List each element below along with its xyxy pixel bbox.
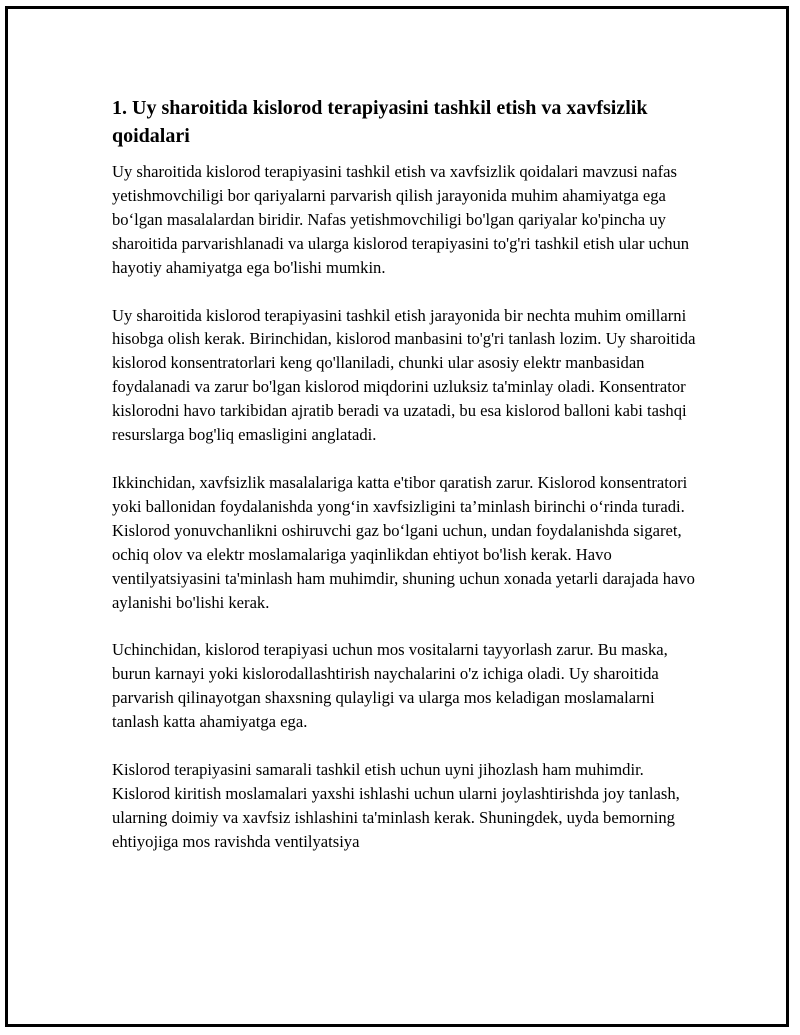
paragraph-5: Kislorod terapiyasini samarali tashkil etish uchun uyni jihozlash ham muhimdir. Kislorod kiritish moslamalari yaxshi ishlashi uchun ularni joylashtirishda joy tanlash, ularning doimiy va xavfsiz ishlashini ta'minlash kerak. Shuningdek, uyda bemorning ehtiyojiga mos ravishda ventilyatsiya (112, 760, 680, 851)
paragraph-3: Ikkinchidan, xavfsizlik masalalariga katta e'tibor qaratish zarur. Kislorod konsentratori yoki ballonidan foydalanishda yong‘in xavfsizligini ta’minlash birinchi o‘rinda turadi. Kislorod yonuvchanlikni oshiruvchi gaz bo‘lgani uchun, undan foydalanishda sigaret, ochiq olov va elektr moslamalariga yaqinlikdan ehtiyot bo'lish kerak. Havo ventilyatsiyasini ta'minlash ham muhimdir, shuning uchun xonada yetarli darajada havo aylanishi bo'lishi kerak. (112, 472, 695, 612)
section-heading: 1. Uy sharoitida kislorod terapiyasini tashkil etish va xavfsizlik qoidalari (112, 97, 648, 147)
paragraph-1: Uy sharoitida kislorod terapiyasini tashkil etish va xavfsizlik qoidalari mavzusi nafas yetishmovchiligi bor qariyalarni parvarish qilish jarayonida muhim ahamiyatga ega bo‘lgan masalalardan biridir. Nafas yetishmovchiligi bo'lgan qariyalar ko'pincha uy sharoitida parvarishlanadi va ularga kislorod terapiyasini to'g'ri tashkil etish ular uchun hayotiy ahamiyatga ega bo'lishi mumkin. (112, 162, 690, 277)
paragraph-4: Uchinchidan, kislorod terapiyasi uchun mos vositalarni tayyorlash zarur. Bu maska, burun karnayi yoki kislorodallashtirish naychalarini o'z ichiga oladi. Uy sharoitida parvarish qilinayotgan shaxsning qulayligi va ularga mos keladigan moslamalarni tanlash katta ahamiyatga ega. (112, 640, 668, 732)
document-body (112, 94, 698, 878)
paragraph-2: Uy sharoitida kislorod terapiyasini tashkil etish jarayonida bir nechta muhim omillarni hisobga olish kerak. Birinchidan, kislorod manbasini to'g'ri tanlash lozim. Uy sharoitida kislorod konsentratorlari keng qo'llaniladi, chunki ular asosiy elektr manbasidan foydalanadi va zarur bo'lgan kislorod miqdorini uzluksiz ta'minlay oladi. Konsentrator kislorodni havo tarkibidan ajratib beradi va uzatadi, bu esa kislorod balloni kabi tashqi resurslarga bog'liq emasligini anglatadi. (112, 305, 696, 445)
